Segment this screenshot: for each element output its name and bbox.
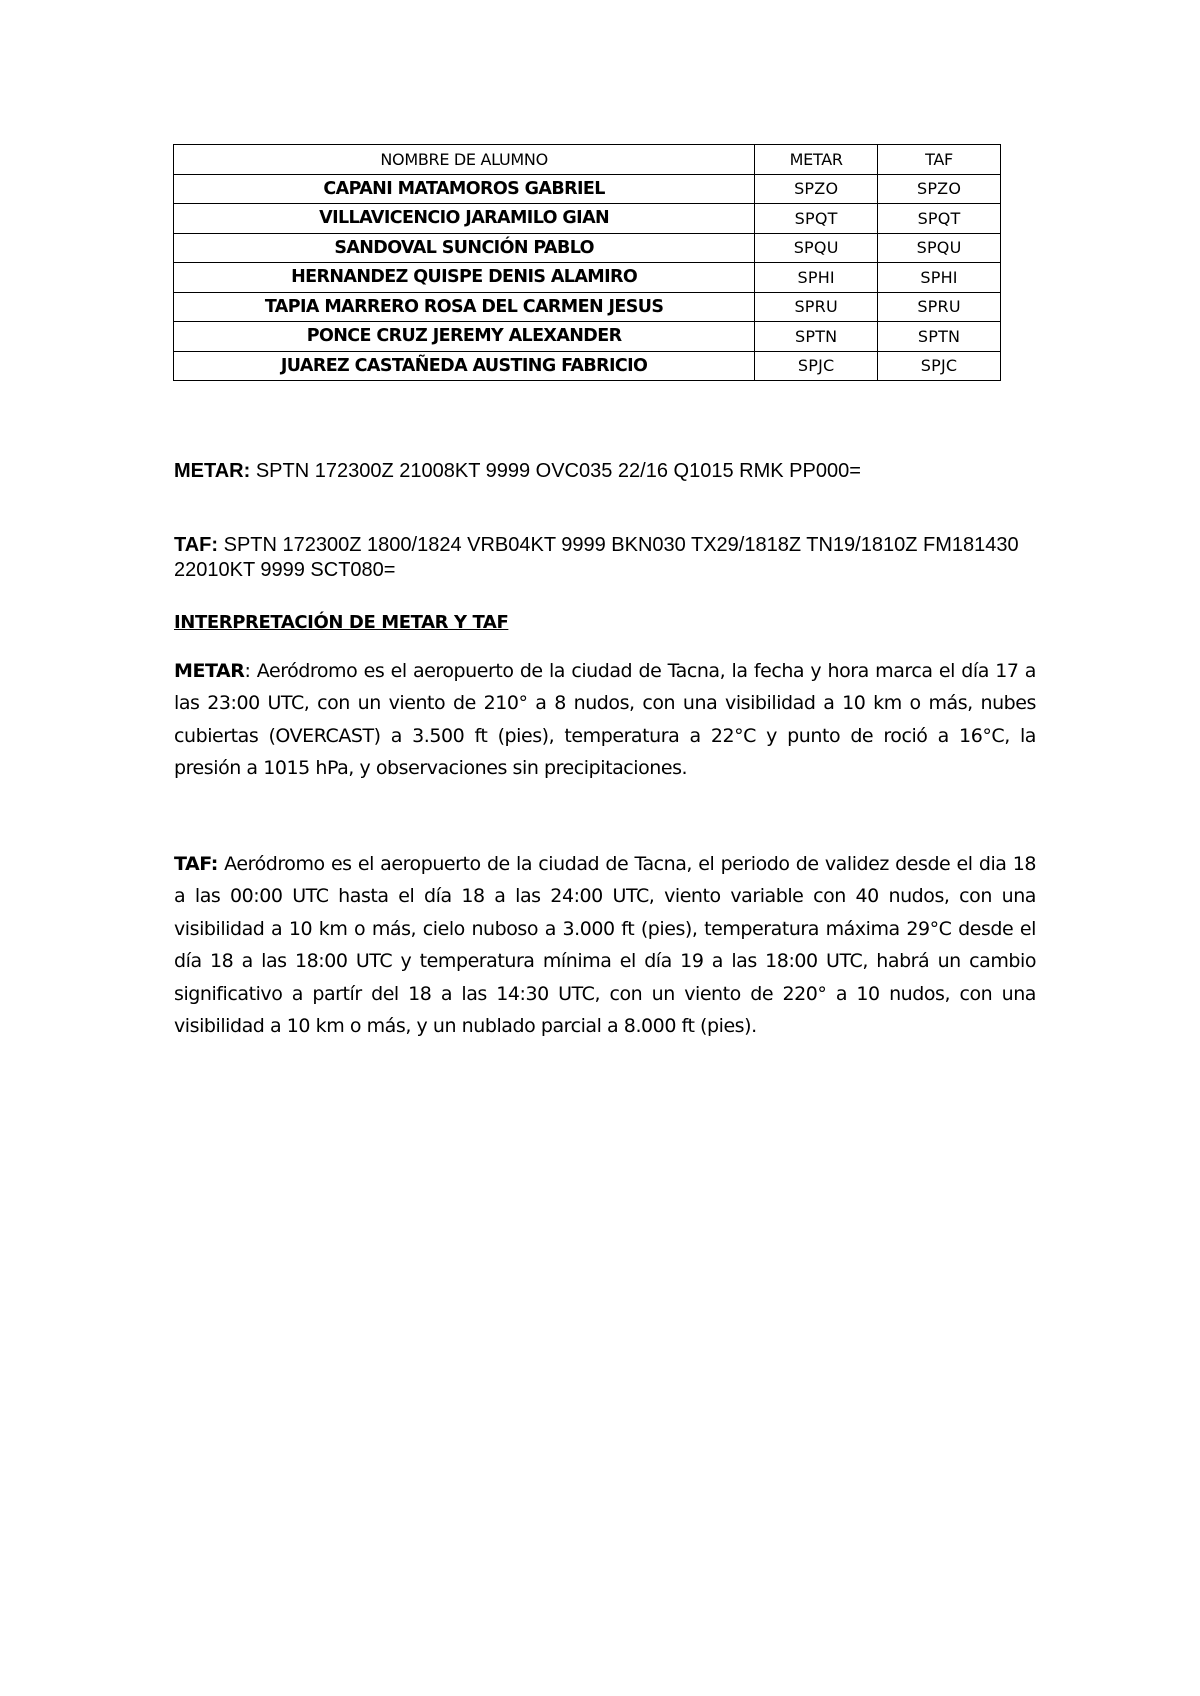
metar-station-code: SPTN: [755, 322, 878, 352]
table-row: [174, 351, 1001, 381]
taf-interpretation-label: TAF:: [174, 853, 218, 875]
taf-station-code: SPRU: [878, 292, 1001, 322]
taf-station-code: SPTN: [878, 322, 1001, 352]
metar-raw-report: [174, 459, 1034, 484]
metar-raw-code: SPTN 172300Z 21008KT 9999 OVC035 22/16 Q1015 RMK PP000=: [250, 460, 861, 482]
student-name: HERNANDEZ QUISPE DENIS ALAMIRO: [174, 263, 755, 293]
metar-interpretation: [174, 655, 1036, 785]
table-row: [174, 263, 1001, 293]
table-row: [174, 322, 1001, 352]
table-row: [174, 233, 1001, 263]
metar-interpretation-text: : Aeródromo es el aeropuerto de la ciudad de Tacna, la fecha y hora marca el día 17 a las 23:00 UTC, con un viento de 210° a 8 nudos, con una visibilidad a 10 km o más, nubes cubiertas (OVERCAST) a 3.500 ft (pies), temperatura a 22°C y punto de roció a 16°C, la presión a 1015 hPa, y observaciones sin precipitaciones.: [174, 660, 1036, 780]
metar-station-code: SPQT: [755, 204, 878, 234]
taf-station-code: SPHI: [878, 263, 1001, 293]
taf-station-code: SPJC: [878, 351, 1001, 381]
header-student-name: NOMBRE DE ALUMNO: [174, 145, 755, 175]
table-row: [174, 204, 1001, 234]
header-metar: METAR: [755, 145, 878, 175]
table-row: [174, 292, 1001, 322]
taf-raw-report: [174, 533, 1034, 583]
metar-station-code: SPRU: [755, 292, 878, 322]
student-name: CAPANI MATAMOROS GABRIEL: [174, 174, 755, 204]
taf-interpretation-text: Aeródromo es el aeropuerto de la ciudad de Tacna, el periodo de validez desde el dia 18 a las 00:00 UTC hasta el día 18 a las 24:00 UTC, viento variable con 40 nudos, con una visibilidad a 10 km o más, cielo nuboso a 3.000 ft (pies), temperatura máxima 29°C desde el día 18 a las 18:00 UTC y temperatura mínima el día 19 a las 18:00 UTC, habrá un cambio significativo a partír del 18 a las 14:30 UTC, con un viento de 220° a 10 nudos, con una visibilidad a 10 km o más, y un nublado parcial a 8.000 ft (pies).: [174, 853, 1036, 1038]
taf-raw-label: TAF:: [174, 534, 219, 556]
student-name: VILLAVICENCIO JARAMILO GIAN: [174, 204, 755, 234]
taf-raw-code: SPTN 172300Z 1800/1824 VRB04KT 9999 BKN030 TX29/1818Z TN19/1810Z FM181430 22010KT 9999 SCT080=: [174, 534, 1019, 581]
taf-station-code: SPQU: [878, 233, 1001, 263]
header-taf: TAF: [878, 145, 1001, 175]
taf-interpretation: [174, 848, 1036, 1042]
metar-station-code: SPQU: [755, 233, 878, 263]
student-name: SANDOVAL SUNCIÓN PABLO: [174, 233, 755, 263]
student-name: JUAREZ CASTAÑEDA AUSTING FABRICIO: [174, 351, 755, 381]
metar-interpretation-label: METAR: [174, 660, 245, 682]
student-name: TAPIA MARRERO ROSA DEL CARMEN JESUS: [174, 292, 755, 322]
interpretation-heading: INTERPRETACIÓN DE METAR Y TAF: [174, 612, 509, 633]
taf-station-code: SPQT: [878, 204, 1001, 234]
metar-station-code: SPZO: [755, 174, 878, 204]
metar-raw-label: METAR:: [174, 460, 251, 482]
student-name: PONCE CRUZ JEREMY ALEXANDER: [174, 322, 755, 352]
metar-station-code: SPHI: [755, 263, 878, 293]
students-table: [173, 144, 1001, 381]
taf-station-code: SPZO: [878, 174, 1001, 204]
metar-station-code: SPJC: [755, 351, 878, 381]
table-header-row: [174, 145, 1001, 175]
table-row: [174, 174, 1001, 204]
